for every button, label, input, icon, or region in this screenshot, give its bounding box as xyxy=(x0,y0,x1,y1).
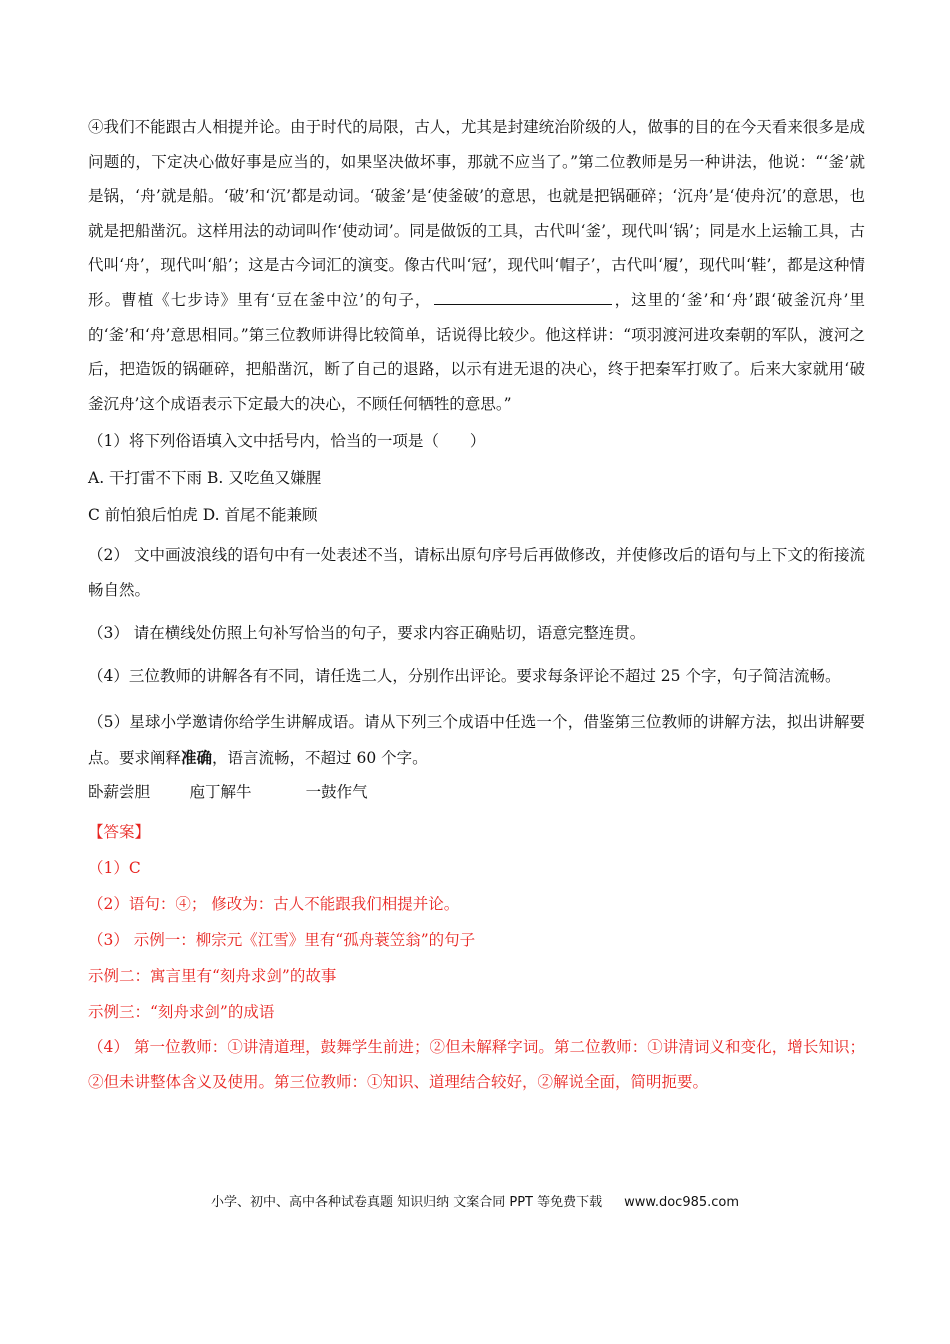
question-1-options-cd: C 前怕狼后怕虎 D. 首尾不能兼顾 xyxy=(88,506,318,525)
answer-3-example-2: 示例二：寓言里有“刻舟求剑”的故事 xyxy=(88,967,337,986)
idiom-item: 庖丁解牛 xyxy=(189,783,252,802)
passage-part-1: ④我们不能跟古人相提并论。由于时代的局限，古人，尤其是封建统治阶级的人，做事的目的在今天看来很多是成问题的，下定决心做好事是应当的，如果坚决做坏事，那就不应当了。”第二位教师是另一种讲法，他说：“‘釜’就是锅，‘舟’就是船。‘破’和‘沉’都是动词。‘破釜’是‘使釜破’的意思，也就是把锅砸碎；‘沉舟’是‘使舟沉’的意思，也就是把船凿沉。这样用法的动词叫作‘使动词’。同是做饭的工具，古代叫‘釜’，现代叫‘锅’；同是水上运输工具，古代叫‘舟’，现代叫‘船’；这是古今词汇的演变。像古代叫‘冠’，现代叫‘帽子’，古代叫‘履’，现代叫‘鞋’，都是这种情形。曹植《七步诗》里有‘豆在釜中泣’的句子， xyxy=(88,118,865,309)
idiom-list xyxy=(88,776,865,808)
question-5-text-pre: （5）星球小学邀请你给学生讲解成语。请从下列三个成语中任选一个，借鉴第三位教师的讲解方法，拟出讲解要点。要求阐释 xyxy=(88,713,865,768)
reading-passage xyxy=(88,110,865,421)
idiom-item: 卧薪尝胆 xyxy=(88,783,151,802)
answer-1: （1）C xyxy=(88,859,141,878)
question-5 xyxy=(88,705,865,776)
question-5-text-post: ，语言流畅，不超过 60 个字。 xyxy=(212,749,428,768)
question-5-bold-word: 准确 xyxy=(181,748,213,768)
fill-in-blank-line[interactable] xyxy=(434,286,612,305)
footer-url-link[interactable]: www.doc985.com xyxy=(624,1195,740,1210)
question-1-options-ab: A. 干打雷不下雨 B. 又吃鱼又嫌腥 xyxy=(88,469,322,488)
answer-4: （4） 第一位教师：①讲清道理，鼓舞学生前进；②但未解释字词。第二位教师：①讲清词义和变化，增长知识；②但未讲整体含义及使用。第三位教师：①知识、道理结合较好，②解说全面，简明扼要。 xyxy=(88,1038,865,1092)
page-footer xyxy=(0,1191,950,1210)
passage-part-2: ，这里的‘釜’和‘舟’跟‘破釜沉舟’里的‘釜’和‘舟’意思相同。”第三位教师讲得比较简单，话说得比较少。他这样讲：“项羽渡河进攻秦朝的军队，渡河之后，把造饭的锅砸碎，把船凿沉，断了自己的退路，以示有进无退的决心，终于把秦军打败了。后来大家就用‘破釜沉舟’这个成语表示下定最大的决心，不顾任何牺牲的意思。” xyxy=(88,290,865,413)
answer-3-example-3: 示例三：“刻舟求剑”的成语 xyxy=(88,1003,275,1022)
question-2: （2） 文中画波浪线的语句中有一处表述不当，请标出原句序号后再做修改，并使修改后的语句与上下文的衔接流畅自然。 xyxy=(88,546,865,600)
footer-text: 小学、初中、高中各种试卷真题 知识归纳 文案合同 PPT 等免费下载 xyxy=(210,1195,603,1210)
question-1: （1）将下列俗语填入文中括号内，恰当的一项是（ ） xyxy=(88,432,486,451)
answer-2: （2）语句：④； 修改为：古人不能跟我们相提并论。 xyxy=(88,895,460,914)
idiom-item: 一鼓作气 xyxy=(305,783,368,802)
question-4: （4）三位教师的讲解各有不同，请任选二人，分别作出评论。要求每条评论不超过 25 个字，句子简洁流畅。 xyxy=(88,667,841,686)
answer-heading: 【答案】 xyxy=(88,823,151,842)
question-3: （3） 请在横线处仿照上句补写恰当的句子，要求内容正确贴切，语意完整连贯。 xyxy=(88,624,646,643)
answer-3: （3） 示例一：柳宗元《江雪》里有“孤舟蓑笠翁”的句子 xyxy=(88,931,476,950)
